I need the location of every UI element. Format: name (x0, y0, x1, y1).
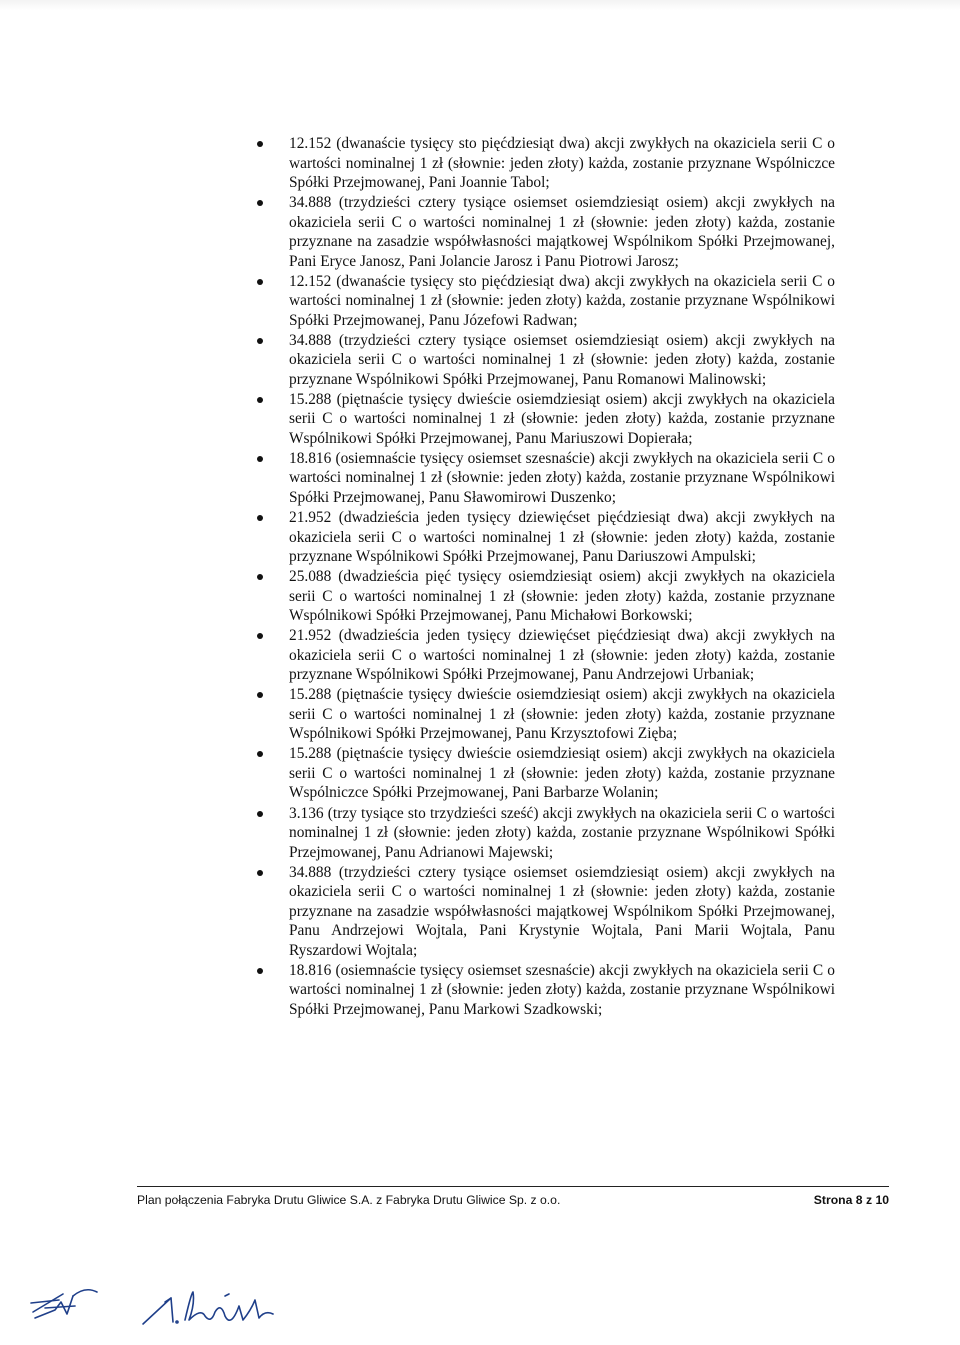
current-page: 8 (855, 1193, 863, 1207)
list-item-text: 15.288 (piętnaście tysięcy dwieście osiemdziesiąt osiem) akcji zwykłych na okaziciela serii C o wartości nominalnej 1 zł (słownie: jeden złoty) każda, zostanie przyznane Wspólnikowi Spółki Przejmowanej, Panu Krzysztofowi Zięba; (289, 686, 835, 743)
initials-signature-icon (31, 1290, 97, 1318)
bullet-icon (257, 633, 263, 639)
document-body (257, 134, 835, 1019)
list-item-text: 21.952 (dwadzieścia jeden tysięcy dziewięćset pięćdziesiąt dwa) akcji zwykłych na okaziciela serii C o wartości nominalnej 1 zł (słownie: jeden złoty) każda, zostanie przyznane Wspólnikowi Spółki Przejmowanej, Panu Dariuszowi Ampulski; (289, 509, 835, 566)
list-item-text: 3.136 (trzy tysiące sto trzydzieści sześć) akcji zwykłych na okaziciela serii C o wartości nominalnej 1 zł (słownie: jeden złoty) każda, zostanie przyznane Wspólnikowi Spółki Przejmowanej, Panu Adrianowi Majewski; (289, 804, 835, 861)
bullet-icon (257, 968, 263, 974)
signature-icon (143, 1292, 273, 1324)
list-item-text: 25.088 (dwadzieścia pięć tysięcy osiemdziesiąt osiem) akcji zwykłych na okaziciela serii C o wartości nominalnej 1 zł (słownie: jeden złoty) każda, zostanie przyznane Wspólnikowi Spółki Przejmowanej, Panu Michałowi Borkowski; (289, 568, 835, 625)
scan-shadow (0, 0, 960, 10)
list-item (257, 961, 835, 1020)
list-item (257, 331, 835, 390)
bullet-icon (257, 811, 263, 817)
list-item (257, 272, 835, 331)
bullet-icon (257, 515, 263, 521)
list-item-text: 34.888 (trzydzieści cztery tysiące osiemset osiemdziesiąt osiem) akcji zwykłych na okaziciela serii C o wartości nominalnej 1 zł (słownie: jeden złoty) każda, zostanie przyznane na zasadzie współwłasności majątkowej Wspólnikom Spółki Przejmowanej, Panu Andrzejowi Wojtala, Pani Krystynie Wojtala, Pani Marii Wojtala, Panu Ryszardowi Wojtala; (289, 863, 835, 959)
bullet-icon (257, 692, 263, 698)
list-item-text: 21.952 (dwadzieścia jeden tysięcy dziewięćset pięćdziesiąt dwa) akcji zwykłych na okaziciela serii C o wartości nominalnej 1 zł (słownie: jeden złoty) każda, zostanie przyznane Wspólnikowi Spółki Przejmowanej, Panu Andrzejowi Urbaniak; (289, 627, 835, 684)
share-allocation-list (257, 134, 835, 1019)
list-item-text: 15.288 (piętnaście tysięcy dwieście osiemdziesiąt osiem) akcji zwykłych na okaziciela serii C o wartości nominalnej 1 zł (słownie: jeden złoty) każda, zostanie przyznane Wspólniczce Spółki Przejmowanej, Pani Barbarze Wolanin; (289, 745, 835, 802)
total-pages: 10 (875, 1193, 889, 1207)
bullet-icon (257, 574, 263, 580)
bullet-icon (257, 751, 263, 757)
page-label: Strona (813, 1193, 853, 1207)
bullet-icon (257, 870, 263, 876)
list-item-text: 15.288 (piętnaście tysięcy dwieście osiemdziesiąt osiem) akcji zwykłych na okaziciela serii C o wartości nominalnej 1 zł (słownie: jeden złoty) każda, zostanie przyznane Wspólnikowi Spółki Przejmowanej, Panu Mariuszowi Dopierała; (289, 390, 835, 447)
list-item (257, 567, 835, 626)
bullet-icon (257, 397, 263, 403)
list-item-text: 34.888 (trzydzieści cztery tysiące osiemset osiemdziesiąt osiem) akcji zwykłych na okaziciela serii C o wartości nominalnej 1 zł (słownie: jeden złoty) każda, zostanie przyznane na zasadzie współwłasności majątkowej Wspólnikom Spółki Przejmowanej, Pani Eryce Janosz, Pani Jolancie Jarosz i Panu Piotrowi Jarosz; (289, 194, 835, 270)
signatures (25, 1272, 285, 1332)
bullet-icon (257, 200, 263, 206)
list-item (257, 390, 835, 449)
list-item-text: 12.152 (dwanaście tysięcy sto pięćdziesiąt dwa) akcji zwykłych na okaziciela serii C o wartości nominalnej 1 zł (słownie: jeden złoty) każda, zostanie przyznane Wspólniczce Spółki Przejmowanej, Pani Joannie Tabol; (289, 135, 835, 191)
page-footer (137, 1186, 889, 1207)
bullet-icon (257, 141, 263, 147)
list-item (257, 685, 835, 744)
page-number (814, 1193, 889, 1207)
list-item (257, 134, 835, 193)
list-item (257, 804, 835, 863)
bullet-icon (257, 456, 263, 462)
list-item (257, 508, 835, 567)
list-item-text: 12.152 (dwanaście tysięcy sto pięćdziesiąt dwa) akcji zwykłych na okaziciela serii C o wartości nominalnej 1 zł (słownie: jeden złoty) każda, zostanie przyznane Wspólnikowi Spółki Przejmowanej, Panu Józefowi Radwan; (289, 272, 835, 329)
list-item (257, 193, 835, 271)
list-item (257, 449, 835, 508)
list-item-text: 34.888 (trzydzieści cztery tysiące osiemset osiemdziesiąt osiem) akcji zwykłych na okaziciela serii C o wartości nominalnej 1 zł (słownie: jeden złoty) każda, zostanie przyznane Wspólnikowi Spółki Przejmowanej, Panu Romanowi Malinowski; (289, 331, 835, 388)
bullet-icon (257, 338, 263, 344)
list-item (257, 863, 835, 961)
list-item-text: 18.816 (osiemnaście tysięcy osiemset szesnaście) akcji zwykłych na okaziciela serii C o wartości nominalnej 1 zł (słownie: jeden złoty) każda, zostanie przyznane Wspólnikowi Spółki Przejmowanej, Panu Sławomirowi Duszenko; (289, 449, 835, 506)
list-item (257, 744, 835, 803)
list-item-text: 18.816 (osiemnaście tysięcy osiemset szesnaście) akcji zwykłych na okaziciela serii C o wartości nominalnej 1 zł (słownie: jeden złoty) każda, zostanie przyznane Wspólnikowi Spółki Przejmowanej, Panu Markowi Szadkowski; (289, 961, 835, 1018)
footer-title: Plan połączenia Fabryka Drutu Gliwice S.A. z Fabryka Drutu Gliwice Sp. z o.o. (137, 1193, 561, 1207)
list-item (257, 626, 835, 685)
bullet-icon (257, 279, 263, 285)
page-separator: z (865, 1193, 873, 1207)
